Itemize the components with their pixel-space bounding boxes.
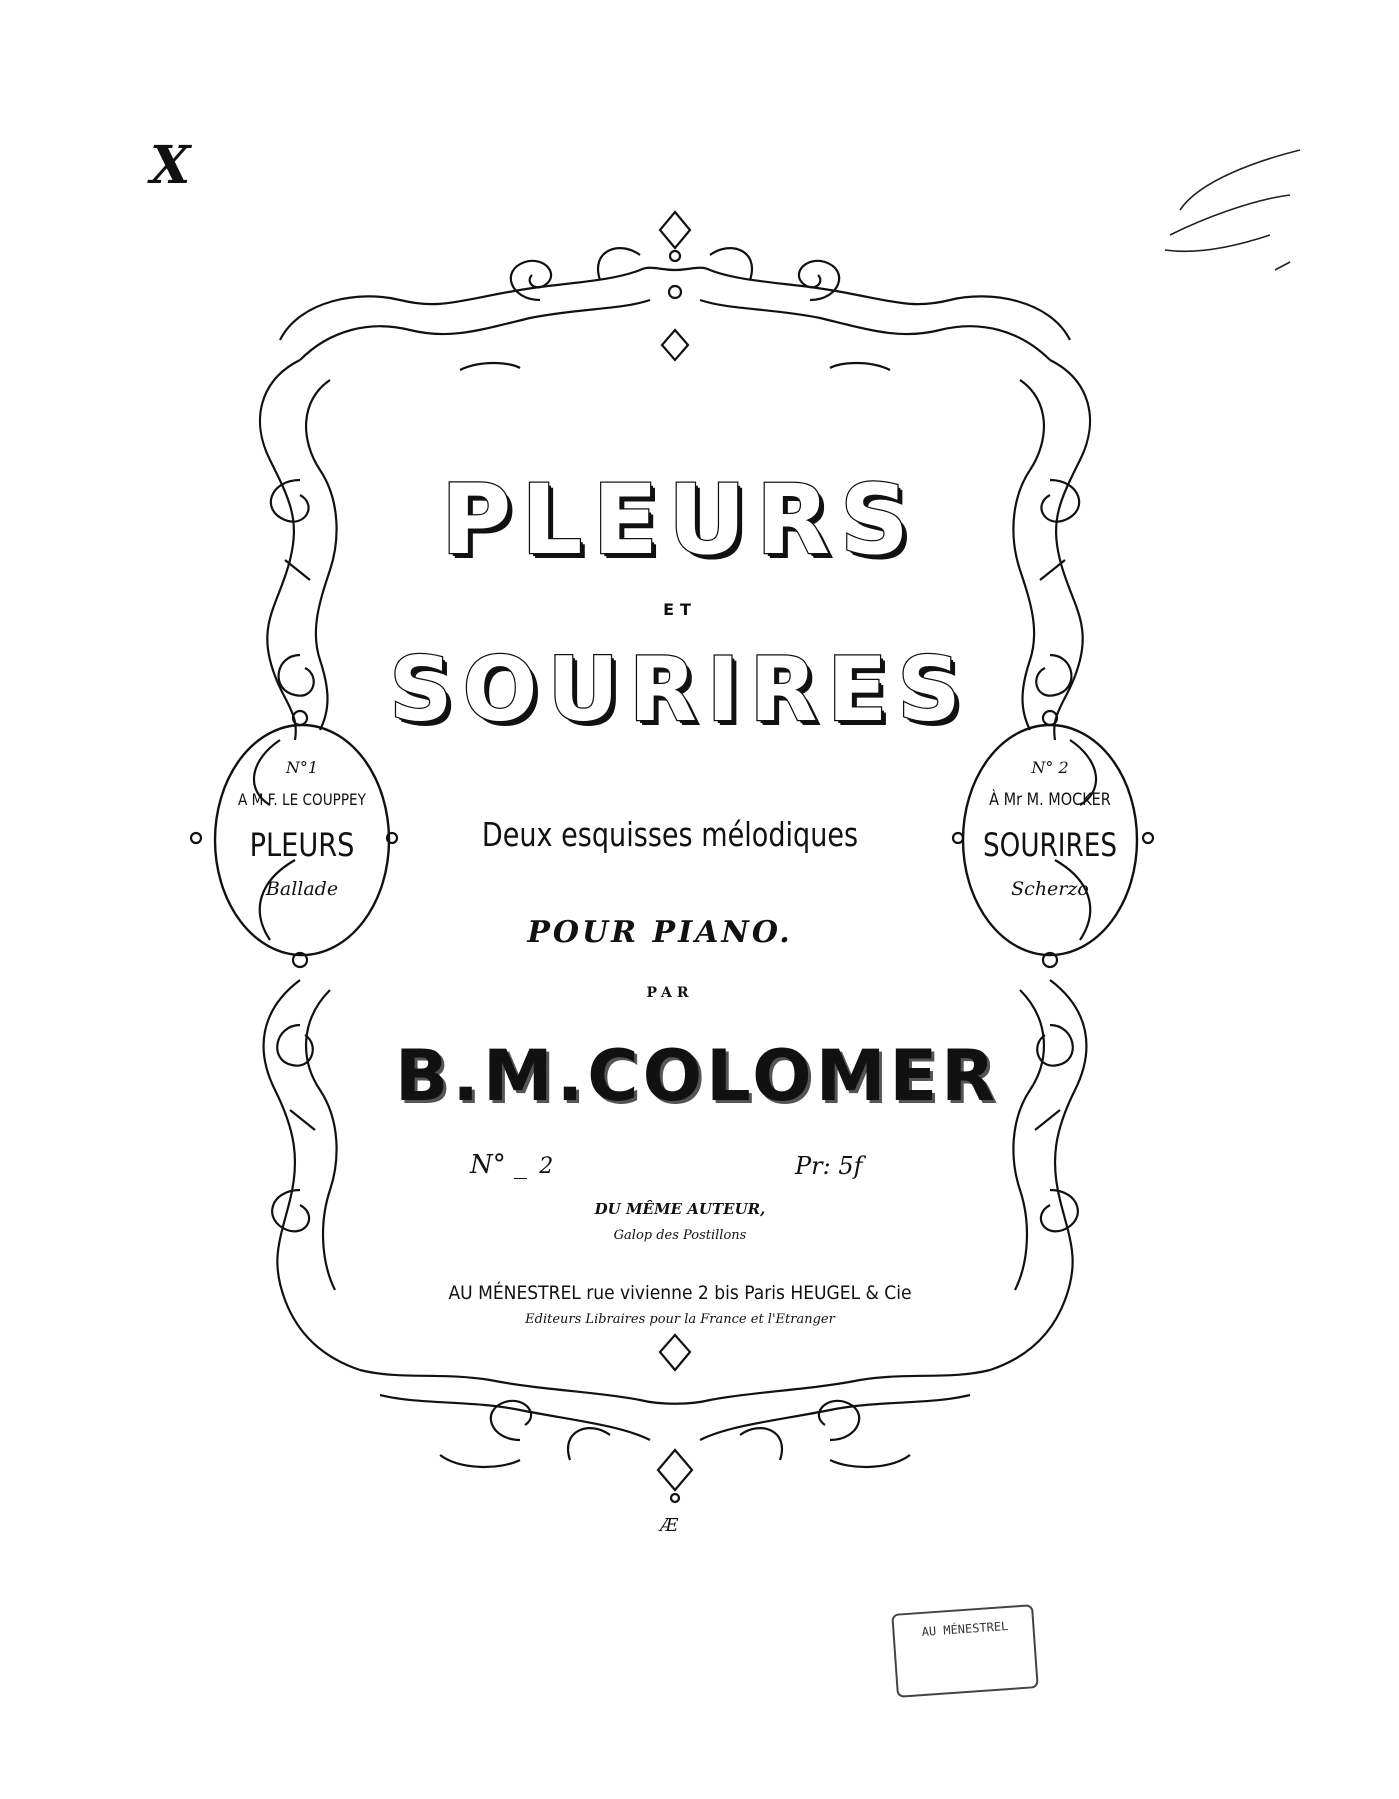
subtitle: Deux esquisses mélodiques (481, 815, 859, 854)
engraver-mark: Æ (660, 1515, 679, 1536)
number-label: N° _ 2 (470, 1150, 554, 1180)
left-medallion-piece: PLEURS (249, 826, 355, 864)
same-author-work: Galop des Postillons (613, 1228, 747, 1243)
par-label: PAR (646, 985, 694, 1001)
same-author-heading: DU MÊME AUTEUR, (594, 1200, 766, 1218)
title-line1: PLEURS (440, 464, 920, 576)
right-medallion-number: N° 2 (1031, 758, 1069, 777)
publisher-line: AU MÉNESTREL rue vivienne 2 bis Paris HEUGEL & Cie (448, 1282, 912, 1304)
corner-mark: X (150, 135, 191, 196)
left-medallion-genre: Ballade (265, 878, 339, 900)
instrument: POUR PIANO. (527, 915, 793, 950)
right-medallion-genre: Scherzo (1011, 878, 1089, 900)
number-prefix: N° (470, 1150, 506, 1180)
title-conjunction: ET (663, 600, 697, 619)
stamp-text: AU MÉNESTREL (921, 1618, 1009, 1640)
left-medallion-number: N°1 (285, 758, 319, 777)
right-medallion-piece: SOURIRES (983, 826, 1117, 864)
composer-name: B.M.COLOMER (395, 1035, 1000, 1117)
publisher-sub: Editeurs Libraires pour la France et l'Etranger (525, 1312, 835, 1327)
price: Pr: 5f (795, 1152, 863, 1180)
number-value: 2 (539, 1154, 554, 1179)
left-medallion-dedication: A M F. LE COUPPEY (238, 790, 366, 809)
right-medallion-dedication: À Mr M. MOCKER (989, 790, 1111, 810)
title-line2: SOURIRES (389, 638, 971, 741)
